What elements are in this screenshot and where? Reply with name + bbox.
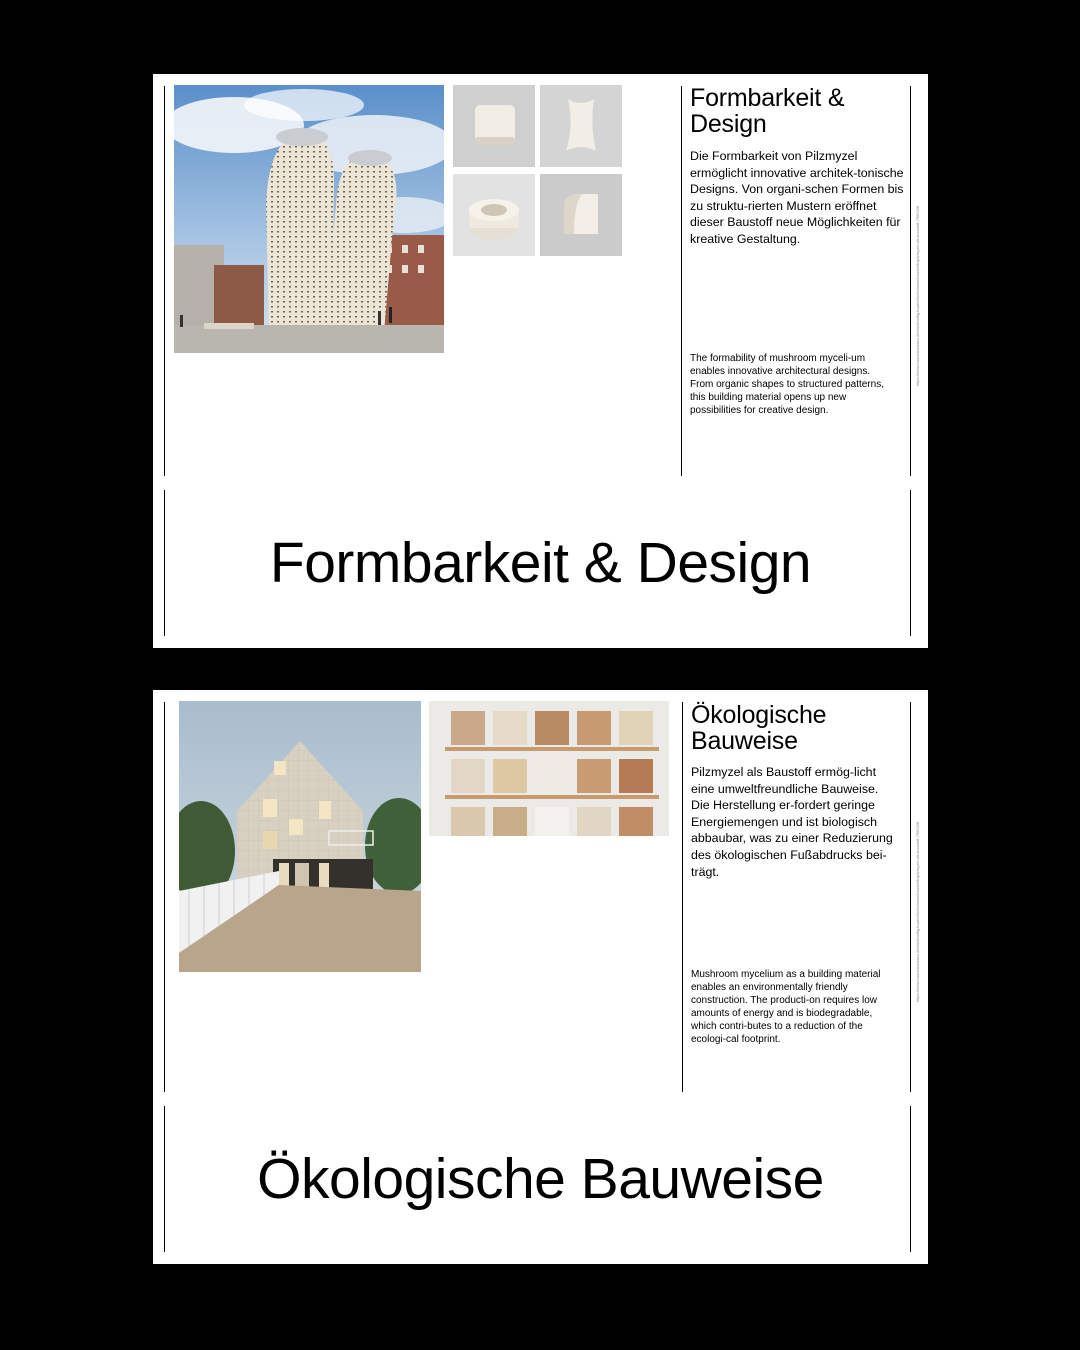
body-text-english: The formability of mushroom myceli-um enables innovative architectural designs. From organic shapes to structured patterns, this building material opens up new possibilities for creative design. xyxy=(690,353,884,416)
body-text-english: Mushroom mycelium as a building material enables an environmentally friendly construction. The producti-on requires low amounts of energy and is biodegradable, which contri-butes to a reduction of the ecologi-cal footprint. xyxy=(691,969,881,1045)
divider-right xyxy=(910,702,911,1092)
mycelium-block-curved xyxy=(540,85,622,167)
body-text-german: Pilzmyzel als Baustoff ermög-licht eine umweltfreundliche Bauweise. Die Herstellung er-fordert geringe Energiemengen und ist biologisch abbaubar, was zu einer Reduzierung des ökologischen Fußabdrucks bei-trägt. xyxy=(691,765,893,879)
slide-card-oekologisch xyxy=(153,690,928,1264)
mycelium-block-square xyxy=(453,85,535,167)
divider-left xyxy=(164,702,165,1092)
divider-right xyxy=(910,86,911,476)
mycelium-tower-photo xyxy=(174,85,444,353)
divider-text xyxy=(681,86,682,476)
slide-card-formbarkeit xyxy=(153,74,928,648)
mycelium-tile-samples xyxy=(429,701,669,836)
divider-left xyxy=(164,86,165,476)
mycelium-house-photo xyxy=(179,701,421,972)
source-url: https://www.baunetzwissen.de/nachhaltig-bauen/fachwissen/baustoffe/pilzmyzel-als-baustoff-7566328 xyxy=(915,821,920,1002)
source-url: https://www.baunetzwissen.de/nachhaltig-bauen/fachwissen/baustoffe/pilzmyzel-als-baustoff-7566328 xyxy=(915,205,920,386)
divider-text xyxy=(682,702,683,1092)
slide-heading: Formbarkeit & Design xyxy=(690,84,845,138)
body-text-german: Die Formbarkeit von Pilzmyzel ermöglicht innovative architek-tonische Designs. Von organi-schen Formen bis zu struktu-rierten Mustern eröffnet dieser Baustoff neue Möglichkeiten für kreative Gestaltung. xyxy=(690,149,904,246)
slide-title: Formbarkeit & Design xyxy=(269,531,812,595)
slide-heading: Ökologische Bauweise xyxy=(691,701,827,755)
slide-title: Ökologische Bauweise xyxy=(257,1147,824,1211)
mycelium-bowl xyxy=(453,174,535,256)
mycelium-block-corner xyxy=(540,174,622,256)
